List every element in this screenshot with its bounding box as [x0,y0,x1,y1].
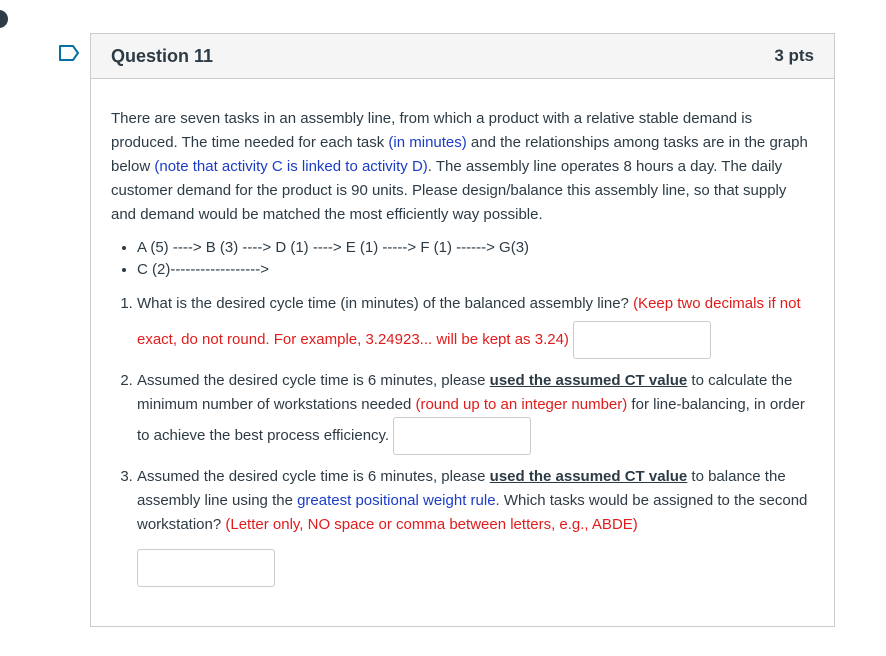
sq3-emph: used the assumed CT value [489,468,688,485]
sq2-text-c: for line-balancing, in order to achieve the best process efficiency. [137,396,805,444]
sq1-text: What is the desired cycle time (in minutes) of the balanced assembly line? [137,295,634,312]
question-title: Question 11 [111,45,214,66]
sq3-note: (Letter only, NO space or comma between letters, e.g., ABDE) [225,516,638,533]
answer-input-1[interactable] [573,321,711,359]
diagram-line: • C (2)------------------> [137,259,814,281]
flag-question-icon[interactable] [58,44,80,62]
sq3-text-c: Which tasks would be assigned to the second workstation? [137,492,808,533]
answer-input-2[interactable] [393,417,531,455]
sq2-emph: used the assumed CT value [489,372,688,389]
sub-question-3 [137,465,814,587]
sub-question-1 [137,287,814,359]
intro-text-1: There are seven tasks in an assembly line, from which a product with a relative stable demand is produced. The time needed for each task [111,110,753,151]
question-intro [111,107,814,227]
sq3-text-a: Assumed the desired cycle time is 6 minutes, please [137,468,490,485]
answer-input-3[interactable] [137,549,275,587]
question-card [90,33,835,627]
diagram-line: • A (5) ----> B (3) ----> D (1) ----> E (1) -----> F (1) ------> G(3) [137,237,814,259]
question-points: 3 pts [774,46,814,65]
intro-text-2: and the relationships among tasks are in the graph below [111,134,808,175]
corner-badge [0,10,8,28]
question-header [91,34,834,79]
intro-units-note: (in minutes) [388,134,467,151]
sub-question-2 [137,369,814,455]
intro-text-3: . The assembly line operates 8 hours a day. The daily customer demand for the product is 90 units. Please design/balance this assembly line, so that supply and demand would be matched the most efficiently way possible. [111,158,787,223]
sq3-rule: greatest positional weight rule. [297,492,500,509]
task-diagram [111,237,814,281]
intro-link-note: (note that activity C is linked to activity D) [154,158,428,175]
sq2-text-b: to calculate the minimum number of workstations needed [137,372,793,413]
sub-questions [111,287,814,587]
sq2-note: (round up to an integer number) [415,396,628,413]
question-body [91,79,834,587]
sq1-note: (Keep two decimals if not exact, do not round. For example, 3.24923... will be kept as 3.24) [137,295,801,348]
sq3-text-b: to balance the assembly line using the [137,468,786,509]
sq2-text-a: Assumed the desired cycle time is 6 minutes, please [137,372,490,389]
